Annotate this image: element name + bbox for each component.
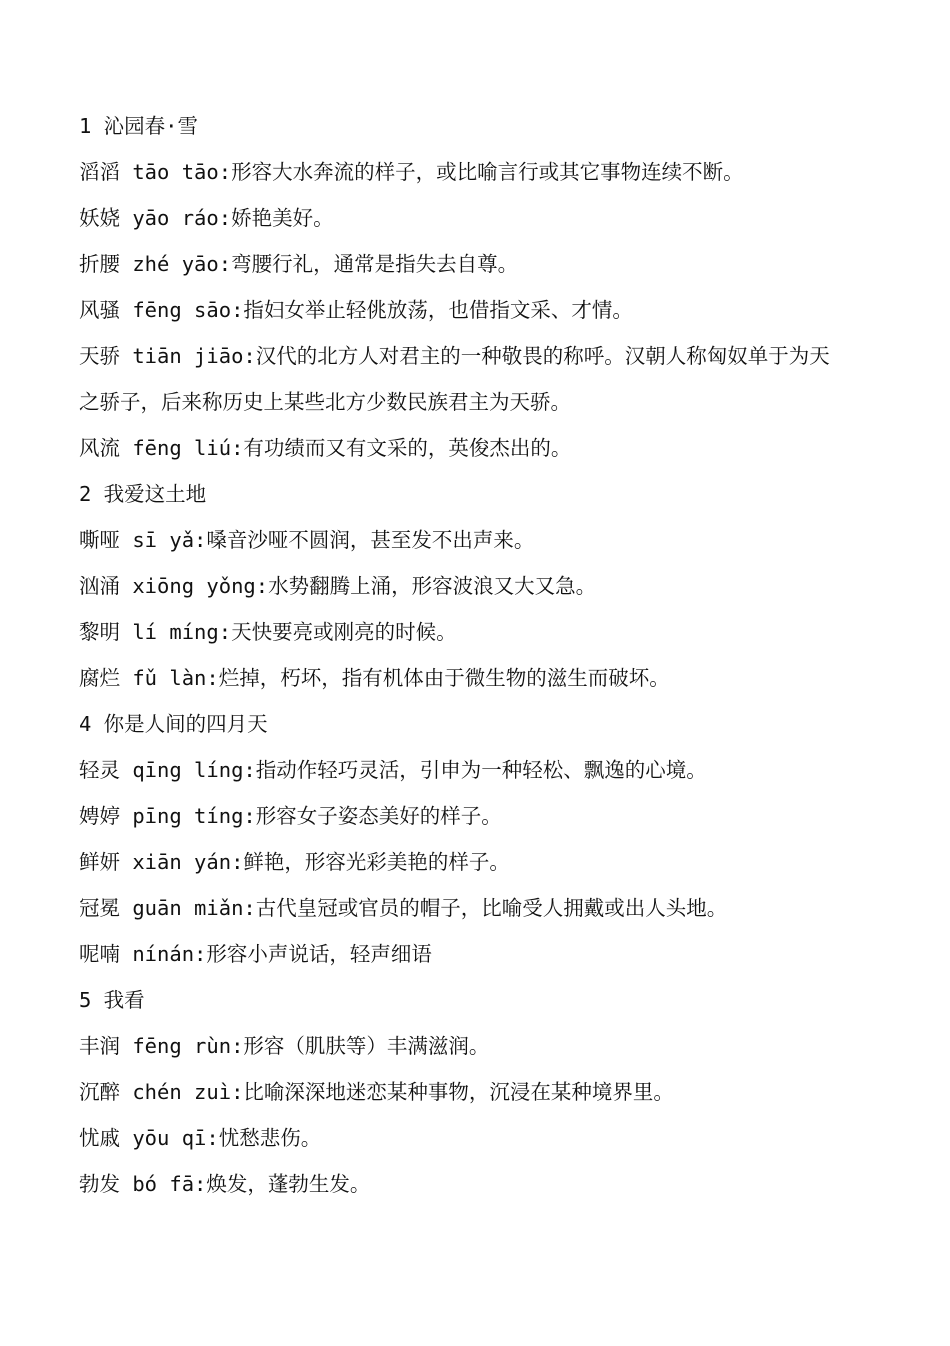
vocab-entry-continuation: 之骄子，后来称历史上某些北方少数民族君主为天骄。 xyxy=(79,390,571,414)
vocab-entry: 汹涌 xiōng yǒng:水势翻腾上涌，形容波浪又大又急。 xyxy=(79,574,597,598)
vocab-entry: 嘶哑 sī yǎ:嗓音沙哑不圆润，甚至发不出声来。 xyxy=(79,528,535,552)
vocab-entry: 勃发 bó fā:焕发，蓬勃生发。 xyxy=(79,1172,371,1196)
vocab-entry: 滔滔 tāo tāo:形容大水奔流的样子，或比喻言行或其它事物连续不断。 xyxy=(79,160,744,184)
section-heading: 5 我看 xyxy=(79,988,145,1012)
vocab-entry: 呢喃 nínán:形容小声说话，轻声细语 xyxy=(79,942,432,966)
vocab-entry: 沉醉 chén zuì:比喻深深地迷恋某种事物，沉浸在某种境界里。 xyxy=(79,1080,674,1104)
vocab-entry: 冠冕 guān miǎn:古代皇冠或官员的帽子，比喻受人拥戴或出人头地。 xyxy=(79,896,728,920)
vocab-entry: 轻灵 qīng líng:指动作轻巧灵活，引申为一种轻松、飘逸的心境。 xyxy=(79,758,707,782)
section-heading: 1 沁园春·雪 xyxy=(79,114,199,138)
document-body xyxy=(79,103,899,1207)
vocab-entry: 娉婷 pīng tíng:形容女子姿态美好的样子。 xyxy=(79,804,502,828)
vocab-entry: 腐烂 fǔ làn:烂掉，朽坏，指有机体由于微生物的滋生而破坏。 xyxy=(79,666,670,690)
vocab-entry: 天骄 tiān jiāo:汉代的北方人对君主的一种敬畏的称呼。汉朝人称匈奴单于为天 xyxy=(79,344,830,368)
vocab-entry: 妖娆 yāo ráo:娇艳美好。 xyxy=(79,206,334,230)
vocab-entry: 鲜妍 xiān yán:鲜艳，形容光彩美艳的样子。 xyxy=(79,850,510,874)
vocab-entry: 忧戚 yōu qī:忧愁悲伤。 xyxy=(79,1126,322,1150)
vocab-entry: 风流 fēng liú:有功绩而又有文采的，英俊杰出的。 xyxy=(79,436,572,460)
section-heading: 4 你是人间的四月天 xyxy=(79,712,268,736)
vocab-entry: 折腰 zhé yāo:弯腰行礼，通常是指失去自尊。 xyxy=(79,252,519,276)
vocab-entry: 丰润 fēng rùn:形容（肌肤等）丰满滋润。 xyxy=(79,1034,490,1058)
vocab-entry: 风骚 fēng sāo:指妇女举止轻佻放荡，也借指文采、才情。 xyxy=(79,298,633,322)
section-heading: 2 我爱这土地 xyxy=(79,482,207,506)
vocab-entry: 黎明 lí míng:天快要亮或刚亮的时候。 xyxy=(79,620,457,644)
